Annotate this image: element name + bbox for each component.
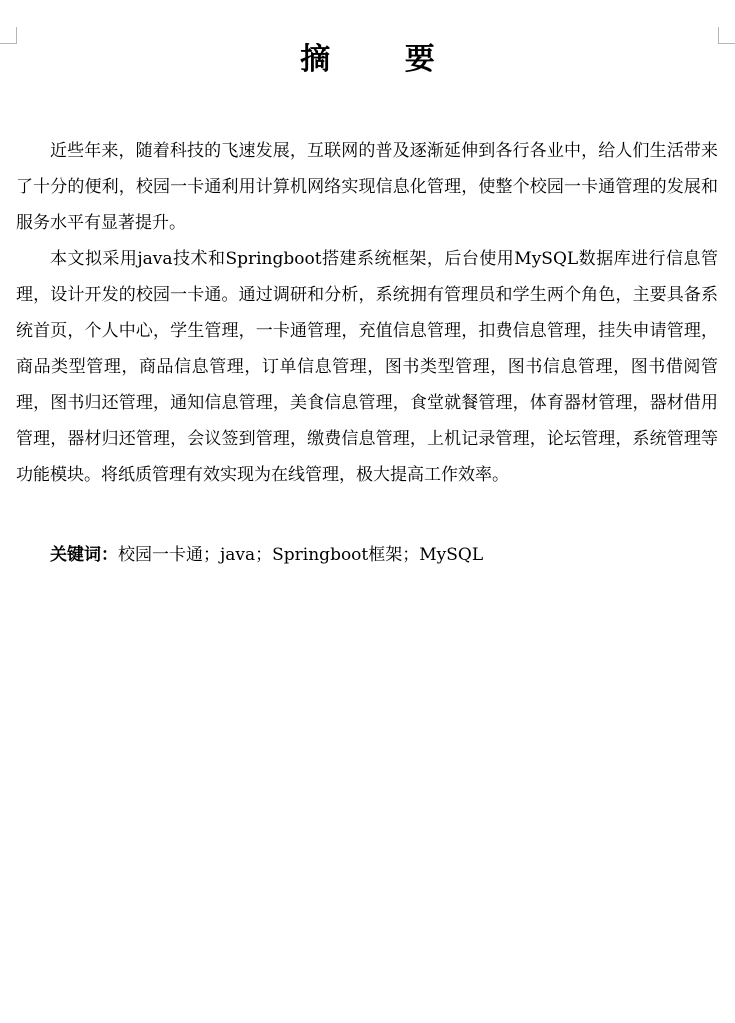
- abstract-paragraph-1: 近些年来，随着科技的飞速发展，互联网的普及逐渐延伸到各行各业中，给人们生活带来了十分的便利，校园一卡通利用计算机网络实现信息化管理，使整个校园一卡通管理的发展和服务水平有显著提升。: [16, 141, 718, 233]
- keywords-line: [16, 537, 718, 573]
- page-title: 摘 要: [300, 42, 467, 77]
- abstract-body: [16, 133, 718, 493]
- keywords-value: 校园一卡通；java；Springboot框架；MySQL: [118, 545, 484, 565]
- keywords-label: 关键词：: [50, 545, 118, 565]
- abstract-paragraph-2: 本文拟采用java技术和Springboot搭建系统框架，后台使用MySQL数据库进行信息管理，设计开发的校园一卡通。通过调研和分析，系统拥有管理员和学生两个角色，主要具备系统首页，个人中心，学生管理，一卡通管理，充值信息管理，扣费信息管理，挂失申请管理，商品类型管理，商品信息管理，订单信息管理，图书类型管理，图书信息管理，图书借阅管理，图书归还管理，通知信息管理，美食信息管理，食堂就餐管理，体育器材管理，器材借用管理，器材归还管理，会议签到管理，缴费信息管理，上机记录管理，论坛管理，系统管理等功能模块。将纸质管理有效实现为在线管理，极大提高工作效率。: [16, 249, 718, 485]
